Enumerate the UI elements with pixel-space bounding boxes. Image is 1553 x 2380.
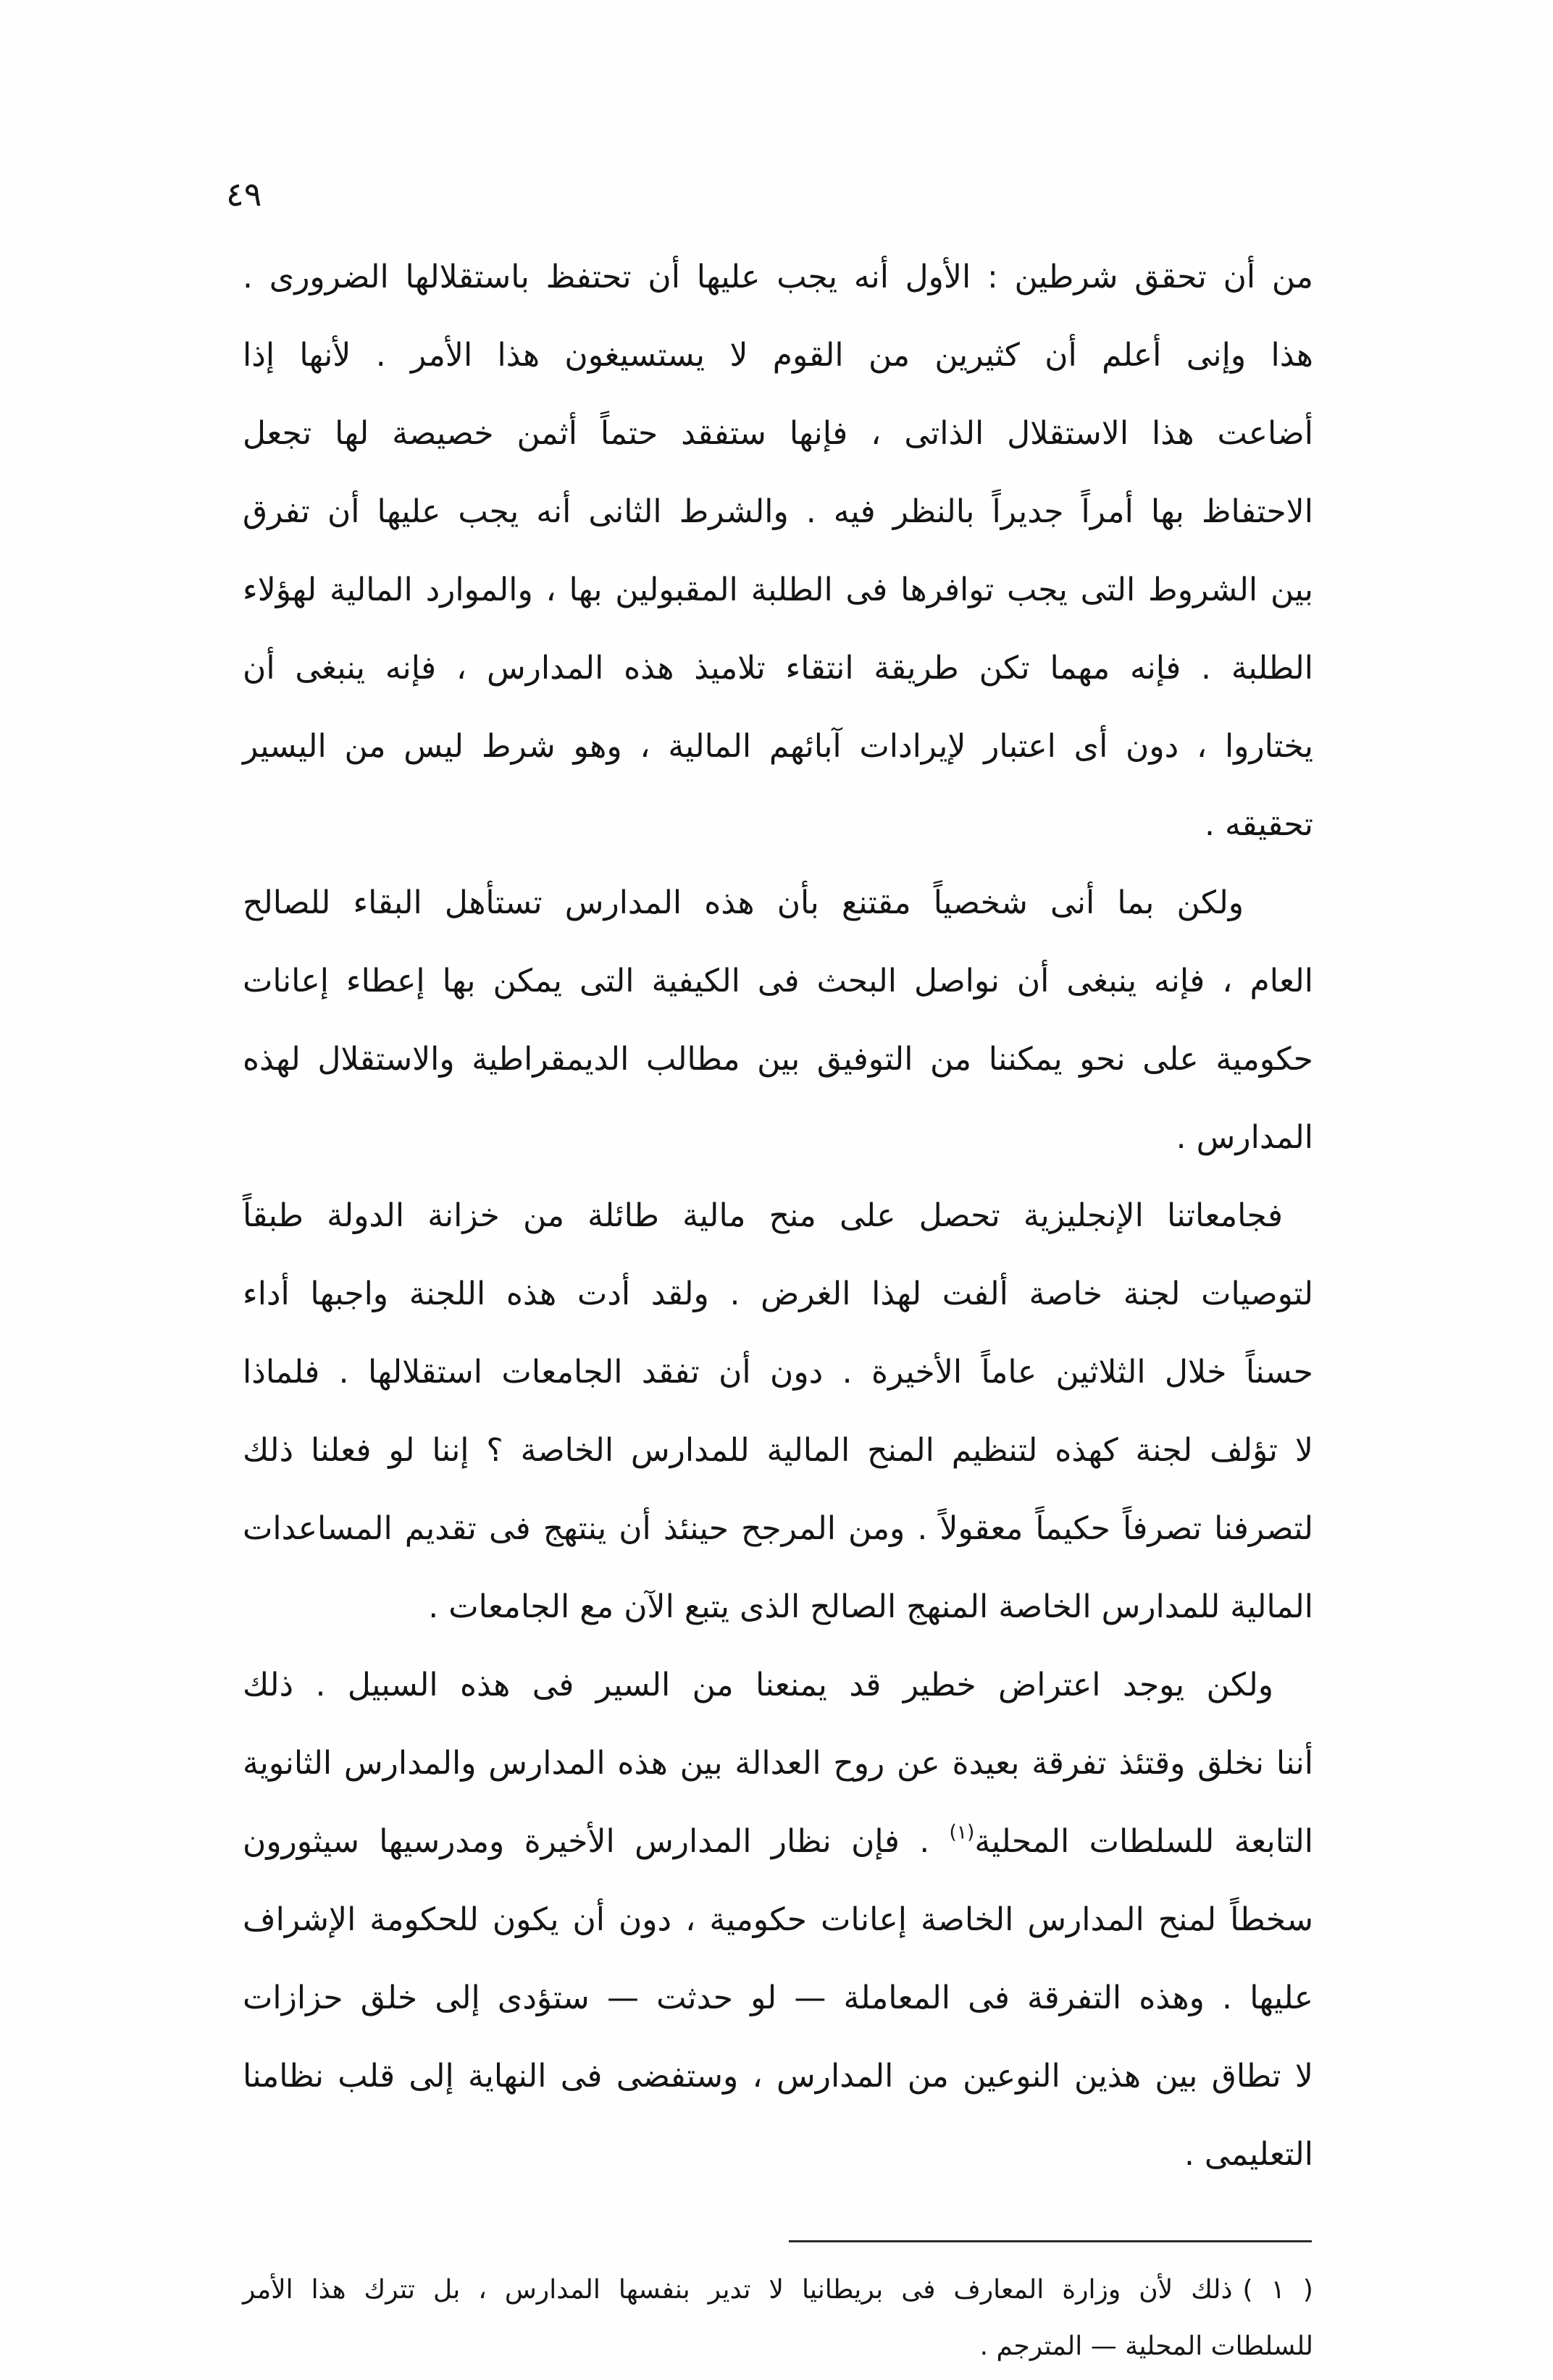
footnote-text [243, 2275, 1313, 2305]
line-text: لتصرفنا تصرفاً حكيماً معقولاً . ومن المرجح حينئذ أن ينتهج فى تقديم المساعدات [243, 1510, 1313, 1547]
text-line [243, 238, 1313, 317]
footnote-line [243, 2318, 1313, 2375]
line-text: ولكن يوجد اعتراض خطير قد يمنعنا من السير فى هذه السبيل . ذلك [243, 1667, 1273, 1704]
text-line [243, 786, 1313, 864]
line-text: المدارس . [1176, 1119, 1313, 1156]
text-line [243, 942, 1313, 1021]
text-line [243, 1099, 1313, 1177]
text-line [243, 317, 1313, 395]
line-text: التعليمى . [1184, 2136, 1313, 2173]
line-text: لتوصيات لجنة خاصة ألفت لهذا الغرض . ولقد أدت هذه اللجنة واجبها أداء [243, 1275, 1313, 1312]
paragraph [243, 238, 1313, 864]
text-line [243, 1177, 1313, 1255]
text-line [243, 1333, 1313, 1412]
footnote-marker: ( ١ ) [1242, 2275, 1313, 2305]
line-text: الاحتفاظ بها أمراً جديراً بالنظر فيه . والشرط الثانى أنه يجب عليها أن تفرق [243, 493, 1313, 530]
line-text: العام ، فإنه ينبغى أن نواصل البحث فى الكيفية التى يمكن بها إعطاء إعانات [243, 963, 1313, 1000]
text-line [243, 1803, 1313, 1881]
text-line [243, 551, 1313, 629]
line-text: فجامعاتنا الإنجليزية تحصل على منح مالية طائلة من خزانة الدولة طبقاً [243, 1197, 1283, 1234]
text-line [243, 1255, 1313, 1333]
text-line [243, 708, 1313, 786]
line-text: تحقيقه . [1204, 806, 1313, 843]
line-text: لا تؤلف لجنة كهذه لتنظيم المنح المالية للمدارس الخاصة ؟ إننا لو فعلنا ذلك [243, 1432, 1313, 1469]
line-text [243, 1823, 1313, 1860]
line-text: الطلبة . فإنه مهما تكن طريقة انتقاء تلاميذ هذه المدارس ، فإنه ينبغى أن [243, 650, 1313, 687]
text-line [243, 1725, 1313, 1803]
paragraph [243, 1177, 1313, 1646]
text-line [243, 2037, 1313, 2116]
line-text-part: التابعة للسلطات المحلية [974, 1823, 1314, 1860]
footnote-divider [789, 2240, 1312, 2242]
paragraph [243, 864, 1313, 1177]
text-line [243, 2116, 1313, 2194]
line-text: بين الشروط التى يجب توافرها فى الطلبة المقبولين بها ، والموارد المالية لهؤلاء [243, 571, 1313, 608]
line-text: سخطاً لمنح المدارس الخاصة إعانات حكومية ، دون أن يكون للحكومة الإشراف [243, 1901, 1313, 1938]
text-line [243, 395, 1313, 473]
text-line [243, 1021, 1313, 1099]
footnote [243, 2262, 1313, 2375]
paragraph [243, 1646, 1313, 2194]
line-text: حسناً خلال الثلاثين عاماً الأخيرة . دون أن تفقد الجامعات استقلالها . فلماذا [243, 1354, 1313, 1391]
line-text: هذا وإنى أعلم أن كثيرين من القوم لا يستسيغون هذا الأمر . لأنها إذا [243, 337, 1313, 374]
footnote-line-text: ذلك لأن وزارة المعارف فى بريطانيا لا تدير بنفسها المدارس ، بل تترك هذا الأمر [243, 2275, 1233, 2305]
footnote-line-text: للسلطات المحلية — المترجم . [979, 2331, 1313, 2361]
line-text: حكومية على نحو يمكننا من التوفيق بين مطالب الديمقراطية والاستقلال لهذه [243, 1041, 1313, 1078]
footnote-line [243, 2262, 1313, 2318]
text-line [243, 1412, 1313, 1490]
line-text: لا تطاق بين هذين النوعين من المدارس ، وستفضى فى النهاية إلى قلب نظامنا [243, 2058, 1313, 2095]
footnote-ref: (١) [949, 1821, 975, 1844]
text-line [243, 1646, 1313, 1725]
line-text: أننا نخلق وقتئذ تفرقة بعيدة عن روح العدالة بين هذه المدارس والمدارس الثانوية [243, 1745, 1313, 1782]
line-text-part: . فإن نظار المدارس الأخيرة ومدرسيها سيثورون [243, 1823, 950, 1860]
page-number: ٤٩ [226, 175, 262, 214]
line-text: ولكن بما أنى شخصياً مقتنع بأن هذه المدارس تستأهل البقاء للصالح [243, 884, 1244, 921]
line-text: المالية للمدارس الخاصة المنهج الصالح الذى يتبع الآن مع الجامعات . [428, 1588, 1313, 1625]
text-line [243, 1568, 1313, 1646]
text-line [243, 1959, 1313, 2037]
text-line [243, 864, 1313, 942]
text-line [243, 1490, 1313, 1568]
body-text [243, 238, 1313, 2194]
line-text: عليها . وهذه التفرقة فى المعاملة — لو حدثت — ستؤدى إلى خلق حزازات [243, 1979, 1313, 2016]
text-line [243, 629, 1313, 708]
line-text: من أن تحقق شرطين : الأول أنه يجب عليها أن تحتفظ باستقلالها الضرورى . [243, 259, 1313, 296]
line-text: أضاعت هذا الاستقلال الذاتى ، فإنها ستفقد حتماً أثمن خصيصة لها تجعل [243, 415, 1313, 452]
line-text: يختاروا ، دون أى اعتبار لإيرادات آبائهم المالية ، وهو شرط ليس من اليسير [243, 728, 1313, 765]
text-line [243, 473, 1313, 551]
text-line [243, 1881, 1313, 1959]
